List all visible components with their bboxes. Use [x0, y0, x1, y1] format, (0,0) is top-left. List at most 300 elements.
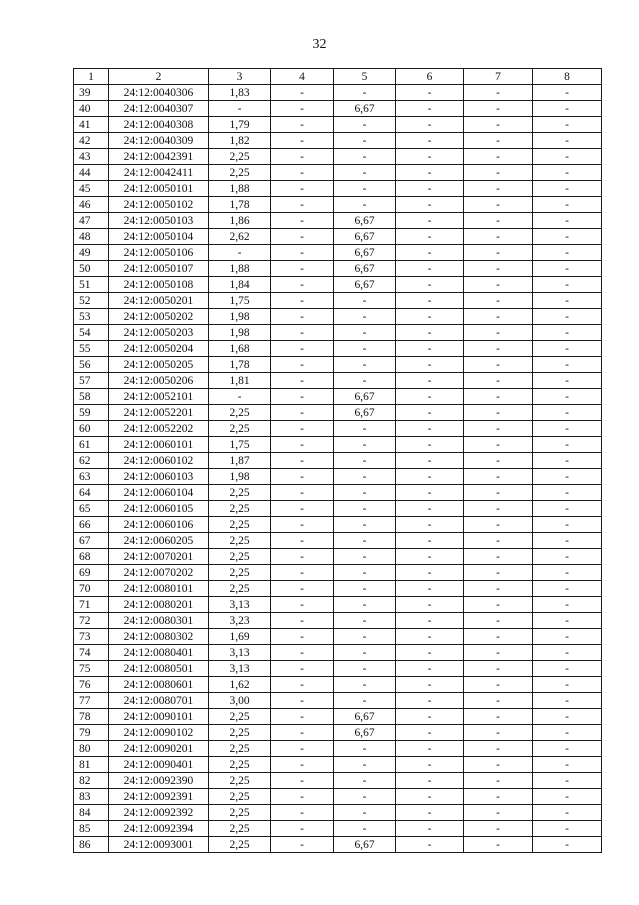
cadastral-number-cell: 24:12:0050203 [109, 325, 209, 341]
cadastral-number-cell: 24:12:0040307 [109, 101, 209, 117]
table-cell: - [533, 517, 602, 533]
table-cell: 1,78 [209, 197, 271, 213]
table-cell: - [334, 805, 396, 821]
table-cell: - [271, 373, 334, 389]
table-cell: - [533, 677, 602, 693]
table-cell: 2,25 [209, 741, 271, 757]
table-row [74, 261, 602, 277]
table-row [74, 373, 602, 389]
row-number-cell: 62 [74, 453, 109, 469]
table-cell: - [464, 85, 533, 101]
table-cell: - [271, 485, 334, 501]
table-cell: - [271, 165, 334, 181]
table-cell: 6,67 [334, 389, 396, 405]
cadastral-number-cell: 24:12:0080101 [109, 581, 209, 597]
table-cell: - [396, 741, 464, 757]
table-cell: - [271, 229, 334, 245]
cadastral-number-cell: 24:12:0080601 [109, 677, 209, 693]
table-cell: - [334, 581, 396, 597]
table-row [74, 629, 602, 645]
cadastral-number-cell: 24:12:0080302 [109, 629, 209, 645]
row-number-cell: 65 [74, 501, 109, 517]
table-cell: - [396, 277, 464, 293]
table-cell: - [396, 693, 464, 709]
row-number-cell: 81 [74, 757, 109, 773]
table-cell: - [271, 181, 334, 197]
table-cell: 3,00 [209, 693, 271, 709]
table-cell: - [271, 389, 334, 405]
table-cell: 2,25 [209, 501, 271, 517]
table-cell: - [334, 549, 396, 565]
table-cell: - [396, 469, 464, 485]
table-row [74, 613, 602, 629]
cadastral-number-cell: 24:12:0090101 [109, 709, 209, 725]
table-cell: - [396, 661, 464, 677]
row-number-cell: 69 [74, 565, 109, 581]
table-cell: - [334, 501, 396, 517]
table-cell: - [464, 645, 533, 661]
table-cell: 2,25 [209, 165, 271, 181]
table-cell: - [271, 133, 334, 149]
cadastral-number-cell: 24:12:0050106 [109, 245, 209, 261]
table-cell: - [464, 133, 533, 149]
table-cell: - [464, 357, 533, 373]
row-number-cell: 59 [74, 405, 109, 421]
table-cell: - [533, 277, 602, 293]
cadastral-number-cell: 24:12:0060101 [109, 437, 209, 453]
cadastral-number-cell: 24:12:0080701 [109, 693, 209, 709]
table-cell: - [396, 261, 464, 277]
row-number-cell: 61 [74, 437, 109, 453]
cadastral-number-cell: 24:12:0052202 [109, 421, 209, 437]
cadastral-number-cell: 24:12:0050206 [109, 373, 209, 389]
table-cell: 1,98 [209, 469, 271, 485]
table-row [74, 165, 602, 181]
table-cell: - [533, 421, 602, 437]
table-row [74, 421, 602, 437]
cadastral-number-cell: 24:12:0040309 [109, 133, 209, 149]
table-cell: - [396, 325, 464, 341]
table-row [74, 133, 602, 149]
table-cell: - [271, 661, 334, 677]
table-cell: - [396, 565, 464, 581]
table-cell: 2,25 [209, 533, 271, 549]
table-cell: - [396, 373, 464, 389]
table-cell: 1,83 [209, 85, 271, 101]
table-cell: - [533, 693, 602, 709]
table-row [74, 405, 602, 421]
table-cell: - [334, 485, 396, 501]
table-cell: - [271, 197, 334, 213]
table-cell: - [533, 485, 602, 501]
table-cell: 2,25 [209, 421, 271, 437]
table-cell: - [396, 101, 464, 117]
cadastral-number-cell: 24:12:0092392 [109, 805, 209, 821]
table-cell: 1,81 [209, 373, 271, 389]
table-cell: 2,25 [209, 405, 271, 421]
table-cell: - [533, 469, 602, 485]
row-number-cell: 42 [74, 133, 109, 149]
table-cell: - [334, 309, 396, 325]
table-cell: - [334, 165, 396, 181]
table-cell: - [464, 693, 533, 709]
table-cell: - [334, 677, 396, 693]
table-row [74, 805, 602, 821]
row-number-cell: 50 [74, 261, 109, 277]
table-cell: - [533, 613, 602, 629]
table-cell: - [464, 741, 533, 757]
table-cell: - [464, 165, 533, 181]
table-cell: - [271, 693, 334, 709]
row-number-cell: 48 [74, 229, 109, 245]
table-cell: - [464, 181, 533, 197]
table-cell: - [396, 581, 464, 597]
table-cell: - [464, 821, 533, 837]
cadastral-number-cell: 24:12:0050102 [109, 197, 209, 213]
table-row [74, 549, 602, 565]
table-cell: - [271, 245, 334, 261]
row-number-cell: 71 [74, 597, 109, 613]
table-cell: 6,67 [334, 709, 396, 725]
table-cell: - [396, 645, 464, 661]
table-cell: - [334, 565, 396, 581]
cadastral-number-cell: 24:12:0050201 [109, 293, 209, 309]
table-cell: - [271, 565, 334, 581]
table-cell: - [334, 325, 396, 341]
row-number-cell: 68 [74, 549, 109, 565]
table-cell: - [396, 677, 464, 693]
cadastral-number-cell: 24:12:0052201 [109, 405, 209, 421]
table-cell: - [533, 181, 602, 197]
table-cell: - [464, 549, 533, 565]
table-cell: - [533, 629, 602, 645]
cadastral-number-cell: 24:12:0050101 [109, 181, 209, 197]
table-cell: - [533, 405, 602, 421]
table-cell: - [464, 117, 533, 133]
table-row [74, 645, 602, 661]
table-cell: - [533, 261, 602, 277]
table-cell: - [533, 805, 602, 821]
table-cell: - [533, 341, 602, 357]
table-cell: - [271, 357, 334, 373]
table-cell: - [396, 789, 464, 805]
row-number-cell: 46 [74, 197, 109, 213]
table-cell: - [396, 309, 464, 325]
table-cell: - [396, 517, 464, 533]
table-cell: - [396, 437, 464, 453]
table-cell: - [464, 245, 533, 261]
table-cell: - [464, 725, 533, 741]
row-number-cell: 76 [74, 677, 109, 693]
table-row [74, 725, 602, 741]
table-cell: - [334, 197, 396, 213]
table-cell: - [209, 389, 271, 405]
table-cell: - [533, 389, 602, 405]
table-cell: - [271, 549, 334, 565]
table-cell: 6,67 [334, 245, 396, 261]
table-cell: - [464, 229, 533, 245]
table-cell: - [271, 453, 334, 469]
table-row [74, 277, 602, 293]
table-cell: - [533, 149, 602, 165]
row-number-cell: 77 [74, 693, 109, 709]
table-cell: - [396, 197, 464, 213]
row-number-cell: 51 [74, 277, 109, 293]
table-cell: - [271, 293, 334, 309]
table-row [74, 245, 602, 261]
table-cell: - [334, 773, 396, 789]
cadastral-number-cell: 24:12:0040308 [109, 117, 209, 133]
cadastral-number-cell: 24:12:0092394 [109, 821, 209, 837]
table-cell: - [533, 837, 602, 853]
cadastral-number-cell: 24:12:0060105 [109, 501, 209, 517]
table-cell: 2,25 [209, 773, 271, 789]
table-cell: - [464, 277, 533, 293]
table-cell: 2,62 [209, 229, 271, 245]
table-cell: - [533, 821, 602, 837]
table-cell: - [271, 533, 334, 549]
row-number-cell: 84 [74, 805, 109, 821]
table-row [74, 389, 602, 405]
table-cell: - [396, 725, 464, 741]
table-cell: - [464, 501, 533, 517]
table-cell: - [396, 341, 464, 357]
table-cell: 1,75 [209, 293, 271, 309]
row-number-cell: 49 [74, 245, 109, 261]
table-cell: - [271, 581, 334, 597]
table-cell: - [271, 645, 334, 661]
table-cell: - [396, 85, 464, 101]
table-row [74, 341, 602, 357]
cadastral-number-cell: 24:12:0070201 [109, 549, 209, 565]
table-cell: - [334, 661, 396, 677]
table-cell: - [334, 453, 396, 469]
cadastral-number-cell: 24:12:0050205 [109, 357, 209, 373]
table-cell: - [533, 709, 602, 725]
row-number-cell: 63 [74, 469, 109, 485]
cadastral-number-cell: 24:12:0050202 [109, 309, 209, 325]
table-cell: - [533, 757, 602, 773]
table-cell: - [271, 629, 334, 645]
cadastral-number-cell: 24:12:0050107 [109, 261, 209, 277]
table-cell: - [464, 485, 533, 501]
table-cell: - [271, 85, 334, 101]
table-row [74, 437, 602, 453]
table-row [74, 709, 602, 725]
table-row [74, 661, 602, 677]
table-cell: 2,25 [209, 789, 271, 805]
cadastral-number-cell: 24:12:0060104 [109, 485, 209, 501]
table-cell: - [464, 373, 533, 389]
table-cell: - [464, 197, 533, 213]
table-cell: - [271, 437, 334, 453]
row-number-cell: 55 [74, 341, 109, 357]
table-cell: - [533, 565, 602, 581]
table-header-row [74, 69, 602, 85]
table-cell: - [464, 517, 533, 533]
table-cell: 1,69 [209, 629, 271, 645]
table-cell: - [396, 357, 464, 373]
table-cell: - [396, 549, 464, 565]
table-cell: - [334, 293, 396, 309]
table-cell: - [271, 709, 334, 725]
table-cell: - [533, 661, 602, 677]
cadastral-number-cell: 24:12:0080301 [109, 613, 209, 629]
row-number-cell: 79 [74, 725, 109, 741]
table-cell: - [533, 85, 602, 101]
table-cell: - [271, 773, 334, 789]
table-cell: - [396, 149, 464, 165]
table-row [74, 85, 602, 101]
table-cell: - [396, 165, 464, 181]
table-cell: - [396, 837, 464, 853]
table-cell: 3,13 [209, 597, 271, 613]
table-cell: - [533, 741, 602, 757]
table-cell: - [464, 757, 533, 773]
table-cell: 1,75 [209, 437, 271, 453]
table-row [74, 453, 602, 469]
table-cell: 1,78 [209, 357, 271, 373]
table-cell: - [464, 405, 533, 421]
cadastral-number-cell: 24:12:0052101 [109, 389, 209, 405]
cadastral-number-cell: 24:12:0060205 [109, 533, 209, 549]
table-row [74, 149, 602, 165]
table-cell: - [209, 101, 271, 117]
row-number-cell: 44 [74, 165, 109, 181]
table-cell: - [334, 645, 396, 661]
table-cell: - [464, 613, 533, 629]
row-number-cell: 78 [74, 709, 109, 725]
table-cell: - [334, 821, 396, 837]
row-number-cell: 86 [74, 837, 109, 853]
table-cell: - [396, 821, 464, 837]
table-cell: - [533, 357, 602, 373]
table-cell: - [396, 213, 464, 229]
table-row [74, 757, 602, 773]
cadastral-number-cell: 24:12:0090201 [109, 741, 209, 757]
table-cell: 2,25 [209, 485, 271, 501]
table-cell: 6,67 [334, 261, 396, 277]
table-cell: - [533, 213, 602, 229]
column-header: 2 [109, 69, 209, 85]
table-cell: - [396, 293, 464, 309]
table-row [74, 501, 602, 517]
table-cell: - [334, 133, 396, 149]
cadastral-number-cell: 24:12:0050104 [109, 229, 209, 245]
table-cell: - [533, 117, 602, 133]
table-cell: - [533, 645, 602, 661]
row-number-cell: 58 [74, 389, 109, 405]
table-row [74, 789, 602, 805]
table-cell: - [271, 613, 334, 629]
table-cell: - [533, 293, 602, 309]
row-number-cell: 66 [74, 517, 109, 533]
table-cell: - [271, 501, 334, 517]
table-cell: 1,86 [209, 213, 271, 229]
table-cell: - [271, 789, 334, 805]
row-number-cell: 40 [74, 101, 109, 117]
cadastral-number-cell: 24:12:0090102 [109, 725, 209, 741]
table-cell: 6,67 [334, 277, 396, 293]
cadastral-number-cell: 24:12:0040306 [109, 85, 209, 101]
cadastral-number-cell: 24:12:0070202 [109, 565, 209, 581]
cadastral-number-cell: 24:12:0093001 [109, 837, 209, 853]
table-row [74, 693, 602, 709]
table-cell: - [533, 437, 602, 453]
table-cell: - [464, 101, 533, 117]
cadastral-number-cell: 24:12:0060102 [109, 453, 209, 469]
table-cell: - [334, 357, 396, 373]
table-cell: - [533, 597, 602, 613]
table-cell: - [533, 165, 602, 181]
table-cell: - [334, 181, 396, 197]
row-number-cell: 72 [74, 613, 109, 629]
table-cell: 3,23 [209, 613, 271, 629]
table-cell: - [396, 421, 464, 437]
table-cell: - [209, 245, 271, 261]
table-cell: - [464, 709, 533, 725]
table-cell: 2,25 [209, 805, 271, 821]
table-row [74, 229, 602, 245]
table-cell: - [464, 421, 533, 437]
row-number-cell: 82 [74, 773, 109, 789]
table-cell: 2,25 [209, 757, 271, 773]
table-body [74, 85, 602, 853]
table-row [74, 517, 602, 533]
table-cell: - [464, 469, 533, 485]
table-cell: - [464, 213, 533, 229]
table-cell: 1,84 [209, 277, 271, 293]
table-cell: - [334, 757, 396, 773]
table-row [74, 293, 602, 309]
column-header: 3 [209, 69, 271, 85]
table-cell: - [334, 741, 396, 757]
cadastral-number-cell: 24:12:0042411 [109, 165, 209, 181]
row-number-cell: 43 [74, 149, 109, 165]
row-number-cell: 85 [74, 821, 109, 837]
table-cell: - [396, 485, 464, 501]
table-row [74, 581, 602, 597]
row-number-cell: 54 [74, 325, 109, 341]
row-number-cell: 53 [74, 309, 109, 325]
table-cell: - [271, 469, 334, 485]
table-cell: - [271, 821, 334, 837]
table-cell: 6,67 [334, 101, 396, 117]
table-cell: - [334, 613, 396, 629]
table-row [74, 677, 602, 693]
table-cell: - [464, 629, 533, 645]
table-cell: - [464, 805, 533, 821]
table-row [74, 485, 602, 501]
table-cell: - [464, 149, 533, 165]
table-row [74, 325, 602, 341]
table-row [74, 741, 602, 757]
row-number-cell: 83 [74, 789, 109, 805]
table-row [74, 357, 602, 373]
table-cell: - [464, 661, 533, 677]
table-cell: 2,25 [209, 581, 271, 597]
table-cell: 2,25 [209, 837, 271, 853]
table-row [74, 117, 602, 133]
cadastral-number-cell: 24:12:0060103 [109, 469, 209, 485]
table-cell: 2,25 [209, 821, 271, 837]
table-cell: - [271, 341, 334, 357]
row-number-cell: 60 [74, 421, 109, 437]
table-cell: - [533, 133, 602, 149]
table-cell: 1,62 [209, 677, 271, 693]
table-cell: - [533, 549, 602, 565]
table-cell: - [396, 133, 464, 149]
